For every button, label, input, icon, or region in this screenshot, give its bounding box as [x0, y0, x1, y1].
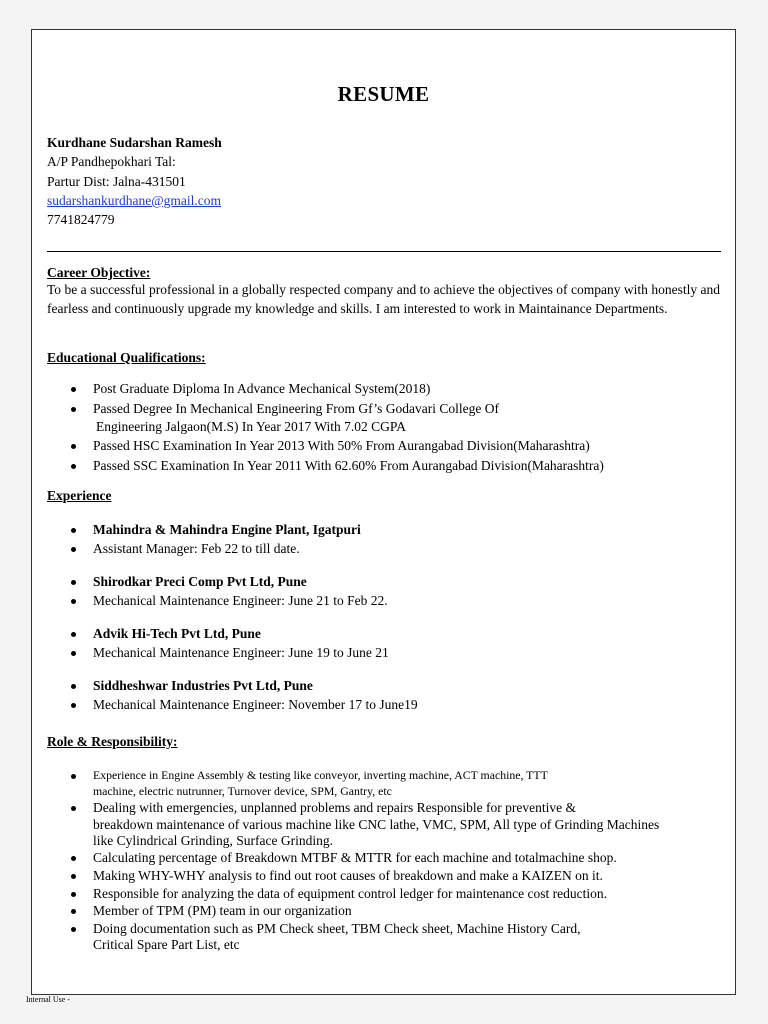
responsibility-list	[47, 768, 720, 955]
horizontal-divider	[47, 251, 721, 252]
list-item: Post Graduate Diploma In Advance Mechanical System(2018)	[47, 380, 720, 398]
footer-label: Internal Use -	[26, 995, 70, 1004]
career-objective-text: To be a successful professional in a globally respected company and to achieve the objectives of company with honestly and fearless and continuously upgrade my knowledge and skills. I am interested to work in Maintainance Departments.	[47, 282, 720, 316]
list-item: Passed HSC Examination In Year 2013 With 50% From Aurangabad Division(Maharashtra)	[47, 437, 720, 455]
list-item: Passed Degree In Mechanical Engineering From Gf’s Godavari College Of Engineering Jalgaon(M.S) In Year 2017 With 7.02 CGPA	[47, 400, 720, 436]
education-list	[47, 380, 720, 476]
page-title: RESUME	[337, 82, 430, 106]
address-line-2: Partur Dist: Jalna-431501	[47, 173, 186, 189]
candidate-name: Kurdhane Sudarshan Ramesh	[47, 135, 222, 150]
experience-list	[47, 521, 720, 714]
job-role: Assistant Manager: Feb 22 to till date.	[47, 540, 720, 559]
list-item: Passed SSC Examination In Year 2011 With 62.60% From Aurangabad Division(Maharashtra)	[47, 457, 720, 475]
responsibility-heading: Role & Responsibility:	[47, 734, 178, 749]
company-name: Advik Hi-Tech Pvt Ltd, Pune	[47, 625, 720, 644]
company-name: Shirodkar Preci Comp Pvt Ltd, Pune	[47, 573, 720, 592]
education-heading: Educational Qualifications:	[47, 350, 206, 365]
list-item: Responsible for analyzing the data of equipment control ledger for maintenance cost reduction.	[47, 886, 720, 902]
phone-number: 7741824779	[47, 212, 115, 228]
job-role: Mechanical Maintenance Engineer: November 17 to June19	[47, 696, 720, 715]
list-item: Dealing with emergencies, unplanned problems and repairs Responsible for preventive & breakdown maintenance of various machine like CNC lathe, VMC, SPM, All type of Grinding Machines like Cylindrical Grinding, Surface Grinding.	[47, 800, 720, 849]
company-name: Siddheshwar Industries Pvt Ltd, Pune	[47, 677, 720, 696]
list-item: Calculating percentage of Breakdown MTBF & MTTR for each machine and totalmachine shop.	[47, 850, 720, 866]
list-item: Experience in Engine Assembly & testing like conveyor, inverting machine, ACT machine, TTT machine, electric nutrunner, Turnover device, SPM, Gantry, etc	[47, 768, 720, 799]
experience-heading: Experience	[47, 488, 112, 503]
job-role: Mechanical Maintenance Engineer: June 21 to Feb 22.	[47, 592, 720, 611]
list-item: Member of TPM (PM) team in our organization	[47, 903, 720, 919]
career-objective-heading: Career Objective:	[47, 265, 151, 280]
list-item: Making WHY-WHY analysis to find out root causes of breakdown and make a KAIZEN on it.	[47, 868, 720, 884]
resume-page	[31, 29, 736, 995]
address-line-1: A/P Pandhepokhari Tal:	[47, 154, 176, 170]
list-item: Doing documentation such as PM Check sheet, TBM Check sheet, Machine History Card, Critical Spare Part List, etc	[47, 921, 720, 954]
company-name: Mahindra & Mahindra Engine Plant, Igatpuri	[47, 521, 720, 540]
contact-block	[47, 133, 222, 229]
job-role: Mechanical Maintenance Engineer: June 19 to June 21	[47, 644, 720, 663]
email-link[interactable]: sudarshankurdhane@gmail.com	[47, 192, 222, 208]
